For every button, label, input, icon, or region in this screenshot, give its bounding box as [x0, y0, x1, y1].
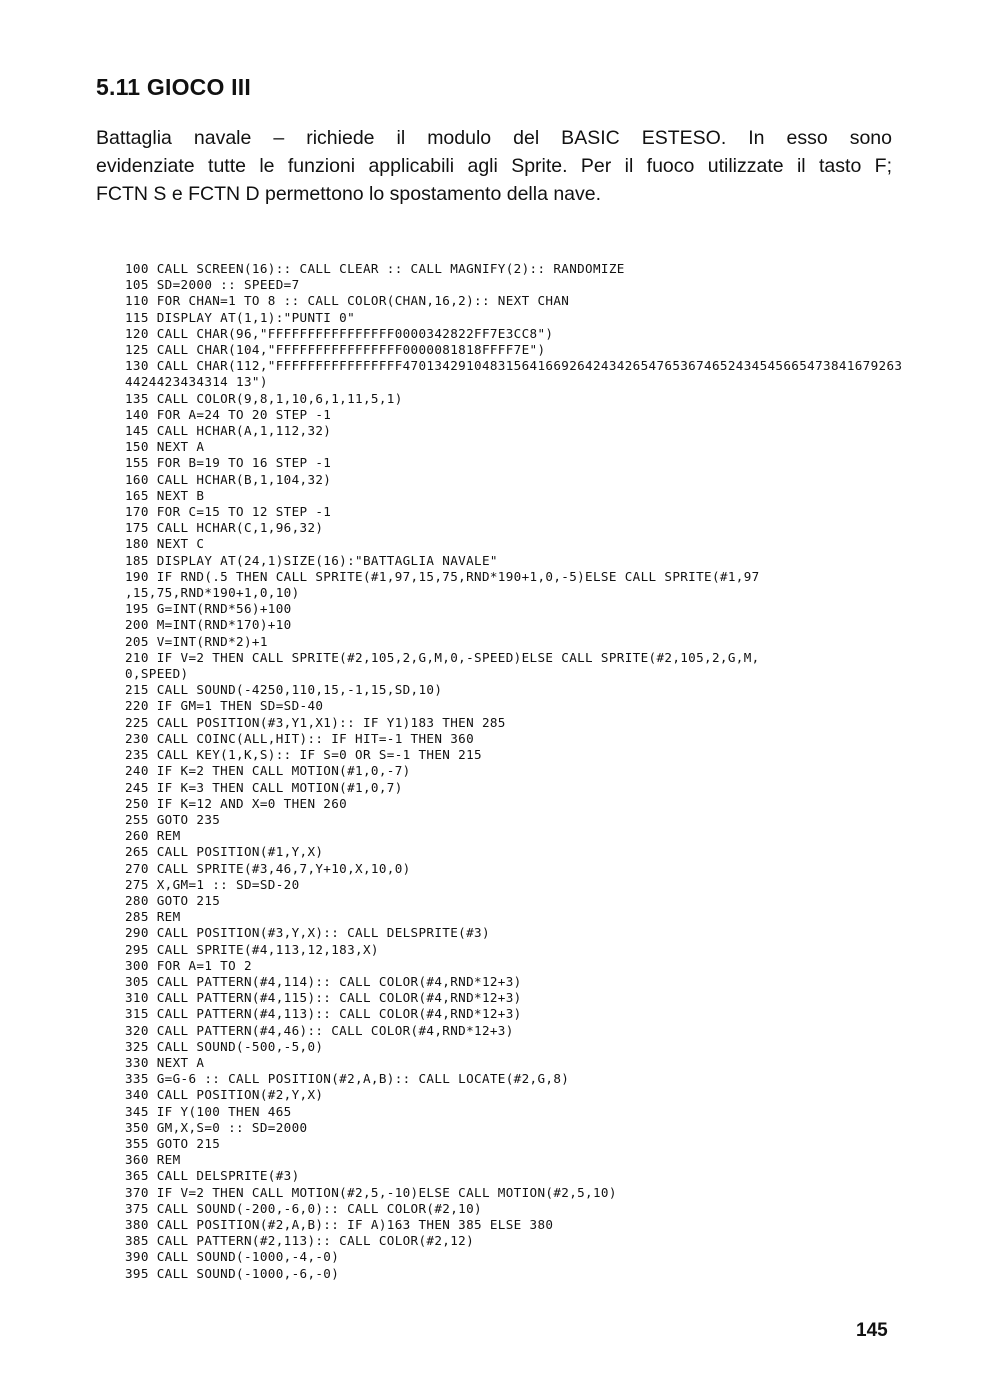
code-line: 190 IF RND(.5 THEN CALL SPRITE(#1,97,15,75,RND*190+1,0,-5)ELSE CALL SPRITE(#1,97 — [125, 568, 760, 584]
code-line: 200 M=INT(RND*170)+10 — [125, 617, 292, 633]
code-line: 330 NEXT A — [125, 1054, 205, 1070]
code-line: 360 REM — [125, 1152, 181, 1168]
code-line: 115 DISPLAY AT(1,1):"PUNTI 0" — [125, 309, 356, 325]
code-line: 385 CALL PATTERN(#2,113):: CALL COLOR(#2,12) — [125, 1233, 475, 1249]
intro-line: evidenziate tutte le funzioni applicabili agli Sprite. Per il fuoco utilizzate il tasto F; — [96, 155, 892, 177]
code-line: 325 CALL SOUND(-500,-5,0) — [125, 1038, 324, 1054]
code-line: 275 X,GM=1 :: SD=SD-20 — [125, 876, 300, 892]
code-line: 260 REM — [125, 828, 181, 844]
code-line: 280 GOTO 215 — [125, 892, 221, 908]
code-line: 170 FOR C=15 TO 12 STEP -1 — [125, 504, 332, 520]
page-number: 145 — [856, 1320, 888, 1341]
section-heading: 5.11 GIOCO III — [96, 74, 251, 100]
code-line: 395 CALL SOUND(-1000,-6,-0) — [125, 1265, 340, 1281]
code-line: 145 CALL HCHAR(A,1,112,32) — [125, 423, 332, 439]
basic-program-listing — [125, 261, 905, 1282]
code-line: 140 FOR A=24 TO 20 STEP -1 — [125, 406, 332, 422]
code-line: 180 NEXT C — [125, 536, 205, 552]
code-line: 150 NEXT A — [125, 439, 205, 455]
code-line: 105 SD=2000 :: SPEED=7 — [125, 277, 300, 293]
code-line: 240 IF K=2 THEN CALL MOTION(#1,0,-7) — [125, 763, 411, 779]
code-line: 305 CALL PATTERN(#4,114):: CALL COLOR(#4,RND*12+3) — [125, 973, 522, 989]
code-line: 175 CALL HCHAR(C,1,96,32) — [125, 520, 324, 536]
code-line: 0,SPEED) — [125, 666, 189, 682]
code-line: 320 CALL PATTERN(#4,46):: CALL COLOR(#4,RND*12+3) — [125, 1022, 514, 1038]
code-line: 335 G=G-6 :: CALL POSITION(#2,A,B):: CALL LOCATE(#2,G,8) — [125, 1071, 570, 1087]
code-line: 250 IF K=12 AND X=0 THEN 260 — [125, 795, 348, 811]
code-line: 315 CALL PATTERN(#4,113):: CALL COLOR(#4,RND*12+3) — [125, 1006, 522, 1022]
code-line: 100 CALL SCREEN(16):: CALL CLEAR :: CALL MAGNIFY(2):: RANDOMIZE — [125, 261, 625, 276]
code-line: 290 CALL POSITION(#3,Y,X):: CALL DELSPRITE(#3) — [125, 925, 490, 941]
code-line: 255 GOTO 235 — [125, 811, 221, 827]
code-line: 310 CALL PATTERN(#4,115):: CALL COLOR(#4,RND*12+3) — [125, 990, 522, 1006]
intro-line: Battaglia navale – richiede il modulo del BASIC ESTESO. In esso sono — [96, 127, 892, 149]
code-line: 270 CALL SPRITE(#3,46,7,Y+10,X,10,0) — [125, 860, 411, 876]
code-line: 355 GOTO 215 — [125, 1135, 221, 1151]
code-line: 345 IF Y(100 THEN 465 — [125, 1103, 292, 1119]
code-line: 205 V=INT(RND*2)+1 — [125, 633, 268, 649]
code-line: 135 CALL COLOR(9,8,1,10,6,1,11,5,1) — [125, 390, 403, 406]
code-line: 110 FOR CHAN=1 TO 8 :: CALL COLOR(CHAN,16,2):: NEXT CHAN — [125, 293, 570, 309]
code-line: 300 FOR A=1 TO 2 — [125, 957, 252, 973]
code-line: 380 CALL POSITION(#2,A,B):: IF A)163 THEN 385 ELSE 380 — [125, 1216, 554, 1232]
code-line: 130 CALL CHAR(112,"FFFFFFFFFFFFFFFF4701342910483156416692642434265476536746524345456654738416792634424423434314 13") — [125, 358, 903, 390]
code-line: 230 CALL COINC(ALL,HIT):: IF HIT=-1 THEN 360 — [125, 730, 475, 746]
code-line: 285 REM — [125, 909, 181, 925]
code-line: 350 GM,X,S=0 :: SD=2000 — [125, 1119, 308, 1135]
intro-paragraph — [96, 124, 892, 208]
code-line: 195 G=INT(RND*56)+100 — [125, 601, 292, 617]
code-line: 210 IF V=2 THEN CALL SPRITE(#2,105,2,G,M,0,-SPEED)ELSE CALL SPRITE(#2,105,2,G,M, — [125, 649, 760, 665]
code-line: 245 IF K=3 THEN CALL MOTION(#1,0,7) — [125, 779, 403, 795]
code-line: 365 CALL DELSPRITE(#3) — [125, 1168, 300, 1184]
code-line: 235 CALL KEY(1,K,S):: IF S=0 OR S=-1 THEN 215 — [125, 747, 482, 763]
code-line: 340 CALL POSITION(#2,Y,X) — [125, 1087, 324, 1103]
code-line: 165 NEXT B — [125, 487, 205, 503]
code-line: 120 CALL CHAR(96,"FFFFFFFFFFFFFFFF0000342822FF7E3CC8") — [125, 325, 554, 341]
code-line: 215 CALL SOUND(-4250,110,15,-1,15,SD,10) — [125, 682, 443, 698]
code-line: 225 CALL POSITION(#3,Y1,X1):: IF Y1)183 THEN 285 — [125, 714, 506, 730]
code-line: 295 CALL SPRITE(#4,113,12,183,X) — [125, 941, 379, 957]
code-line: 125 CALL CHAR(104,"FFFFFFFFFFFFFFFF0000081818FFFF7E") — [125, 342, 546, 358]
code-line: ,15,75,RND*190+1,0,10) — [125, 585, 300, 601]
code-line: 155 FOR B=19 TO 16 STEP -1 — [125, 455, 332, 471]
code-line: 390 CALL SOUND(-1000,-4,-0) — [125, 1249, 340, 1265]
code-line: 370 IF V=2 THEN CALL MOTION(#2,5,-10)ELSE CALL MOTION(#2,5,10) — [125, 1184, 617, 1200]
code-line: 185 DISPLAY AT(24,1)SIZE(16):"BATTAGLIA NAVALE" — [125, 552, 498, 568]
code-line: 265 CALL POSITION(#1,Y,X) — [125, 844, 324, 860]
intro-line: FCTN S e FCTN D permettono lo spostamento della nave. — [96, 183, 602, 205]
code-line: 220 IF GM=1 THEN SD=SD-40 — [125, 698, 324, 714]
code-line: 160 CALL HCHAR(B,1,104,32) — [125, 471, 332, 487]
code-line: 375 CALL SOUND(-200,-6,0):: CALL COLOR(#2,10) — [125, 1200, 482, 1216]
